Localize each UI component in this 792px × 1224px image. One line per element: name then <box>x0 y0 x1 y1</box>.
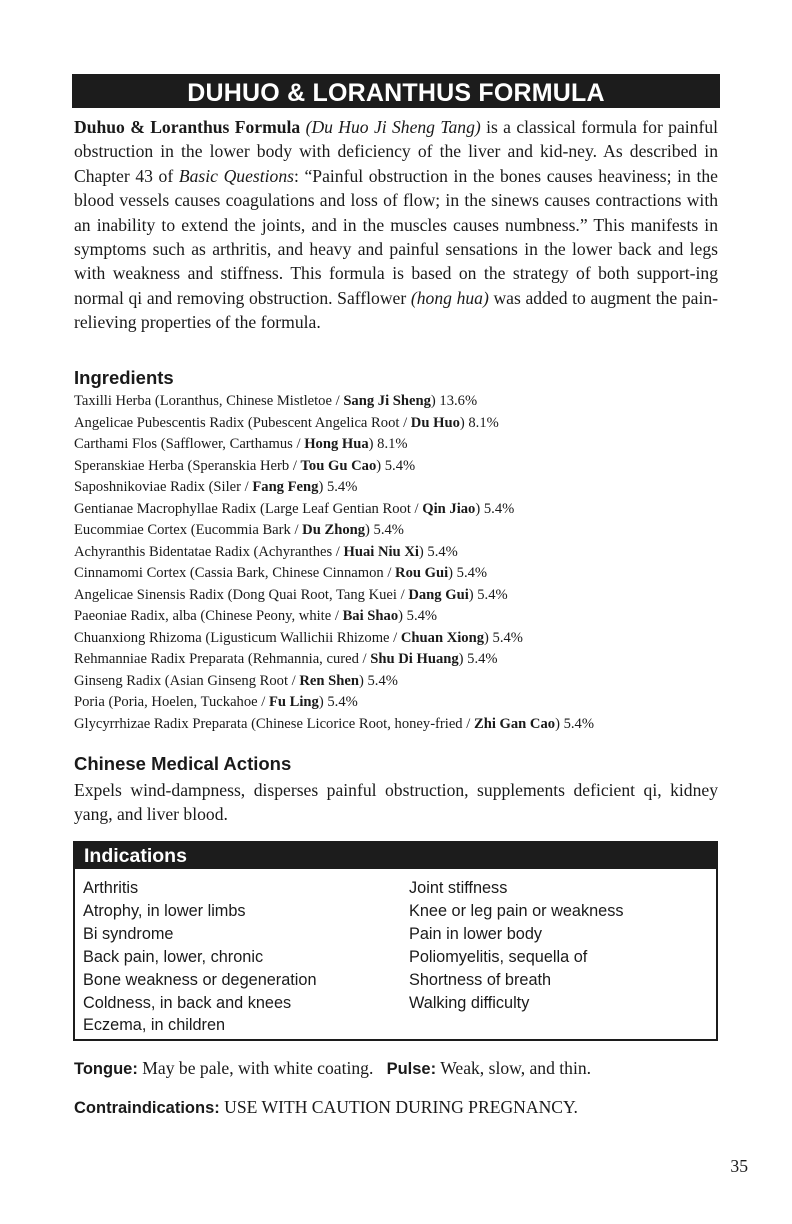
ingredient-item: Glycyrrhizae Radix Preparata (Chinese Licorice Root, honey-fried / Zhi Gan Cao) 5.4% <box>74 715 594 732</box>
intro-text-1: is a classical formula for painful obstruction in the lower body with deficiency of the liver and kid-ney. As described in Chapter 43 of <box>74 117 718 186</box>
ingredient-item: Ginseng Radix (Asian Ginseng Root / Ren Shen) 5.4% <box>74 672 398 689</box>
indication-item: Walking difficulty <box>409 993 530 1012</box>
indications-box <box>73 841 718 1041</box>
ingredient-item: Taxilli Herba (Loranthus, Chinese Mistletoe / Sang Ji Sheng) 13.6% <box>74 393 478 409</box>
ingredient-item: Angelicae Pubescentis Radix (Pubescent Angelica Root / Du Huo) 8.1% <box>74 414 499 431</box>
contraindications-line <box>74 1095 578 1120</box>
tongue-text: May be pale, with white coating. <box>142 1058 374 1078</box>
indication-item: Bone weakness or degeneration <box>83 970 317 989</box>
actions-text: Expels wind-dampness, disperses painful obstruction, supplements deficient qi, kidney yang, and liver blood. <box>74 780 718 824</box>
herb-pinyin: (hong hua) <box>410 287 489 308</box>
ingredient-item: Paeoniae Radix, alba (Chinese Peony, white / Bai Shao) 5.4% <box>74 608 438 624</box>
contraindications-text: USE WITH CAUTION DURING PREGNANCY. <box>224 1097 578 1117</box>
indications-heading: Indications <box>75 843 716 869</box>
ingredient-item: Eucommiae Cortex (Eucommia Bark / Du Zhong) 5.4% <box>74 522 404 538</box>
pulse-label: Pulse: <box>386 1060 437 1078</box>
indication-item: Pain in lower body <box>409 924 543 943</box>
ingredient-item: Rehmanniae Radix Preparata (Rehmannia, cured / Shu Di Huang) 5.4% <box>74 651 498 667</box>
ingredients-heading: Ingredients <box>74 367 174 388</box>
ingredient-item: Chuanxiong Rhizoma (Ligusticum Wallichii Rhizome / Chuan Xiong) 5.4% <box>74 629 523 646</box>
source-title: Basic Questions <box>178 165 294 186</box>
indication-item: Eczema, in children <box>83 1016 226 1035</box>
ingredient-item: Poria (Poria, Hoelen, Tuckahoe / Fu Ling) 5.4% <box>74 694 358 710</box>
tongue-label: Tongue: <box>74 1060 138 1078</box>
indication-item: Back pain, lower, chronic <box>83 947 264 966</box>
tongue-pulse-line <box>74 1056 591 1081</box>
ingredient-item: Speranskiae Herba (Speranskia Herb / Tou Gu Cao) 5.4% <box>74 457 416 474</box>
formula-pinyin: (Du Huo Ji Sheng Tang) <box>305 117 481 137</box>
ingredient-item: Gentianae Macrophyllae Radix (Large Leaf Gentian Root / Qin Jiao) 5.4% <box>74 500 515 517</box>
ingredient-item: Angelicae Sinensis Radix (Dong Quai Root, Tang Kuei / Dang Gui) 5.4% <box>74 586 508 603</box>
page-number: 35 <box>730 1156 748 1176</box>
ingredient-item: Achyranthis Bidentatae Radix (Achyranthes / Huai Niu Xi) 5.4% <box>74 543 458 560</box>
indication-item: Shortness of breath <box>409 970 552 989</box>
formula-name: Duhuo & Loranthus Formula <box>74 117 301 137</box>
ingredient-item: Cinnamomi Cortex (Cassia Bark, Chinese Cinnamon / Rou Gui) 5.4% <box>74 565 488 581</box>
contraindications-label: Contraindications: <box>74 1099 220 1117</box>
actions-heading: Chinese Medical Actions <box>74 753 292 774</box>
ingredient-item: Carthami Flos (Safflower, Carthamus / Hong Hua) 8.1% <box>74 436 408 452</box>
indication-item: Joint stiffness <box>409 879 508 897</box>
intro-text-2: : “Painful obstruction in the bones causes heaviness; in the blood vessels causes coagulations and loss of flow; in the sinews causes contractions with an inability to extend the joints, and in the muscles causes numbness.” This manifests in symptoms such as arthritis, and heavy and painful sensations in the lower back and legs with weakness and stiffness. This formula is based on the strategy of both support-ing normal qi and removing obstruction. Safflower <box>74 165 718 308</box>
indication-item: Arthritis <box>83 879 139 897</box>
indications-list-right <box>409 877 624 1014</box>
indication-item: Coldness, in back and knees <box>83 993 292 1012</box>
indications-list-left <box>83 877 317 1037</box>
intro-text-3: was added to augment the pain-relieving properties of the formula. <box>74 287 719 333</box>
pulse-text: Weak, slow, and thin. <box>440 1058 592 1078</box>
ingredient-item: Saposhnikoviae Radix (Siler / Fang Feng) 5.4% <box>74 479 358 495</box>
ingredients-list <box>74 391 724 735</box>
indication-item: Atrophy, in lower limbs <box>83 901 246 920</box>
indication-item: Bi syndrome <box>83 924 174 943</box>
intro-paragraph <box>74 115 718 335</box>
page-title: DUHUO & LORANTHUS FORMULA <box>72 74 720 108</box>
indication-item: Poliomyelitis, sequella of <box>409 947 588 966</box>
indication-item: Knee or leg pain or weakness <box>409 901 624 920</box>
